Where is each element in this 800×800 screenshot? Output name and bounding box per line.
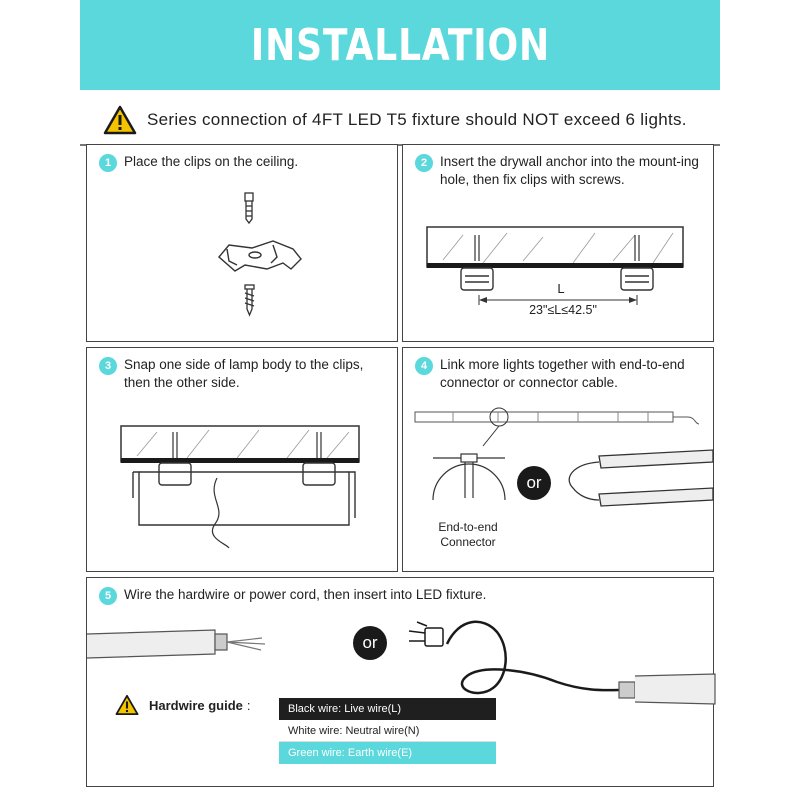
dimension-range: 23"≤L≤42.5" — [529, 303, 597, 317]
warning-icon — [103, 105, 137, 135]
plug-icon — [409, 622, 443, 646]
warning-line — [103, 103, 723, 137]
step-number: 4 — [415, 357, 433, 375]
dimension-label: L — [557, 281, 565, 296]
step-text: Wire the hardwire or power cord, then insert into LED fixture. — [124, 587, 487, 602]
step-3-panel — [86, 347, 398, 572]
warning-icon — [115, 694, 139, 716]
cable-linked-fixtures — [569, 450, 713, 506]
connector-zoom — [433, 454, 505, 500]
power-cord — [447, 622, 619, 693]
wire-row-live: Black wire: Live wire(L) — [279, 698, 496, 720]
snap-lamp-illustration — [87, 348, 399, 573]
step-4-panel — [402, 347, 714, 572]
connector-label-line-1: End-to-end — [438, 520, 498, 534]
step-number: 5 — [99, 587, 117, 605]
clip-and-screw-illustration — [87, 145, 399, 343]
clip-left — [461, 268, 493, 290]
title-banner — [80, 0, 720, 90]
hardwire-guide — [115, 694, 251, 716]
cable — [212, 478, 229, 548]
wire-row-earth: Green wire: Earth wire(E) — [279, 742, 496, 764]
step-number: 3 — [99, 357, 117, 375]
step-text: Link more lights together with end-to-end connector or connector cable. — [440, 357, 685, 390]
clip-right — [621, 268, 653, 290]
step-text: Place the clips on the ceiling. — [124, 154, 299, 169]
screw-icon — [245, 285, 254, 315]
step-text: Insert the drywall anchor into the mount-ing hole, then fix clips with screws. — [440, 154, 699, 187]
cord-fixture — [619, 674, 715, 704]
hardwire-guide-colon: : — [246, 697, 251, 713]
step-text: Snap one side of lamp body to the clips, then the other side. — [124, 357, 364, 390]
connector-label-line-2: Connector — [440, 535, 496, 549]
step-number: 2 — [415, 154, 433, 172]
hardwire-fixture — [87, 630, 265, 658]
wire-row-neutral: White wire: Neutral wire(N) — [279, 720, 496, 742]
step-1-panel — [86, 144, 398, 342]
mounting-clip-icon — [219, 241, 301, 271]
step-number: 1 — [99, 154, 117, 172]
or-badge: or — [517, 466, 551, 500]
drywall-anchor-icon — [245, 193, 253, 223]
or-badge: or — [353, 626, 387, 660]
step-2-panel — [402, 144, 714, 342]
page-title: INSTALLATION — [250, 19, 550, 71]
wire-color-table — [279, 698, 496, 764]
hardwire-guide-label: Hardwire guide — [149, 697, 243, 713]
warning-text: Series connection of 4FT LED T5 fixture should NOT exceed 6 lights. — [147, 110, 687, 129]
linked-fixtures-strip — [415, 412, 699, 424]
